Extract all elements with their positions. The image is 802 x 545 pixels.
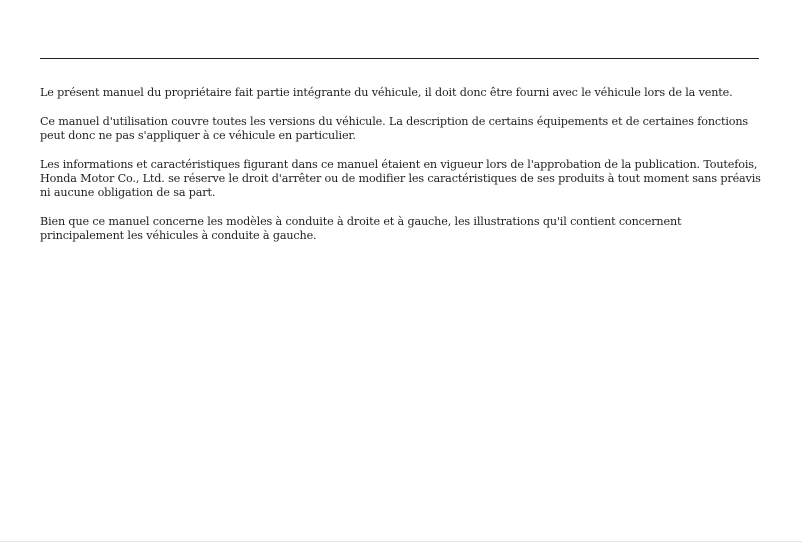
manual-notice-text: [40, 86, 764, 258]
paragraph-specifications: Les informations et caractéristiques figurant dans ce manuel étaient en vigueur lors de l'approbation de la publication. Toutefois, Honda Motor Co., Ltd. se réserve le droit d'arrêter ou de modifier les caractéristiques de ses produits à tout moment sans préavis ni aucune obligation de sa part.: [40, 158, 761, 199]
page-bottom-edge: [0, 541, 802, 542]
paragraph-ownership: Le présent manuel du propriétaire fait partie intégrante du véhicule, il doit donc être fourni avec le véhicule lors de la vente.: [40, 86, 733, 99]
paragraph-illustrations: Bien que ce manuel concerne les modèles à conduite à droite et à gauche, les illustrations qu'il contient concernent principalement les véhicules à conduite à gauche.: [40, 215, 682, 242]
header-rule: [40, 58, 759, 59]
paragraph-versions: Ce manuel d'utilisation couvre toutes les versions du véhicule. La description de certains équipements et de certaines fonctions peut donc ne pas s'appliquer à ce véhicule en particulier.: [40, 115, 749, 142]
